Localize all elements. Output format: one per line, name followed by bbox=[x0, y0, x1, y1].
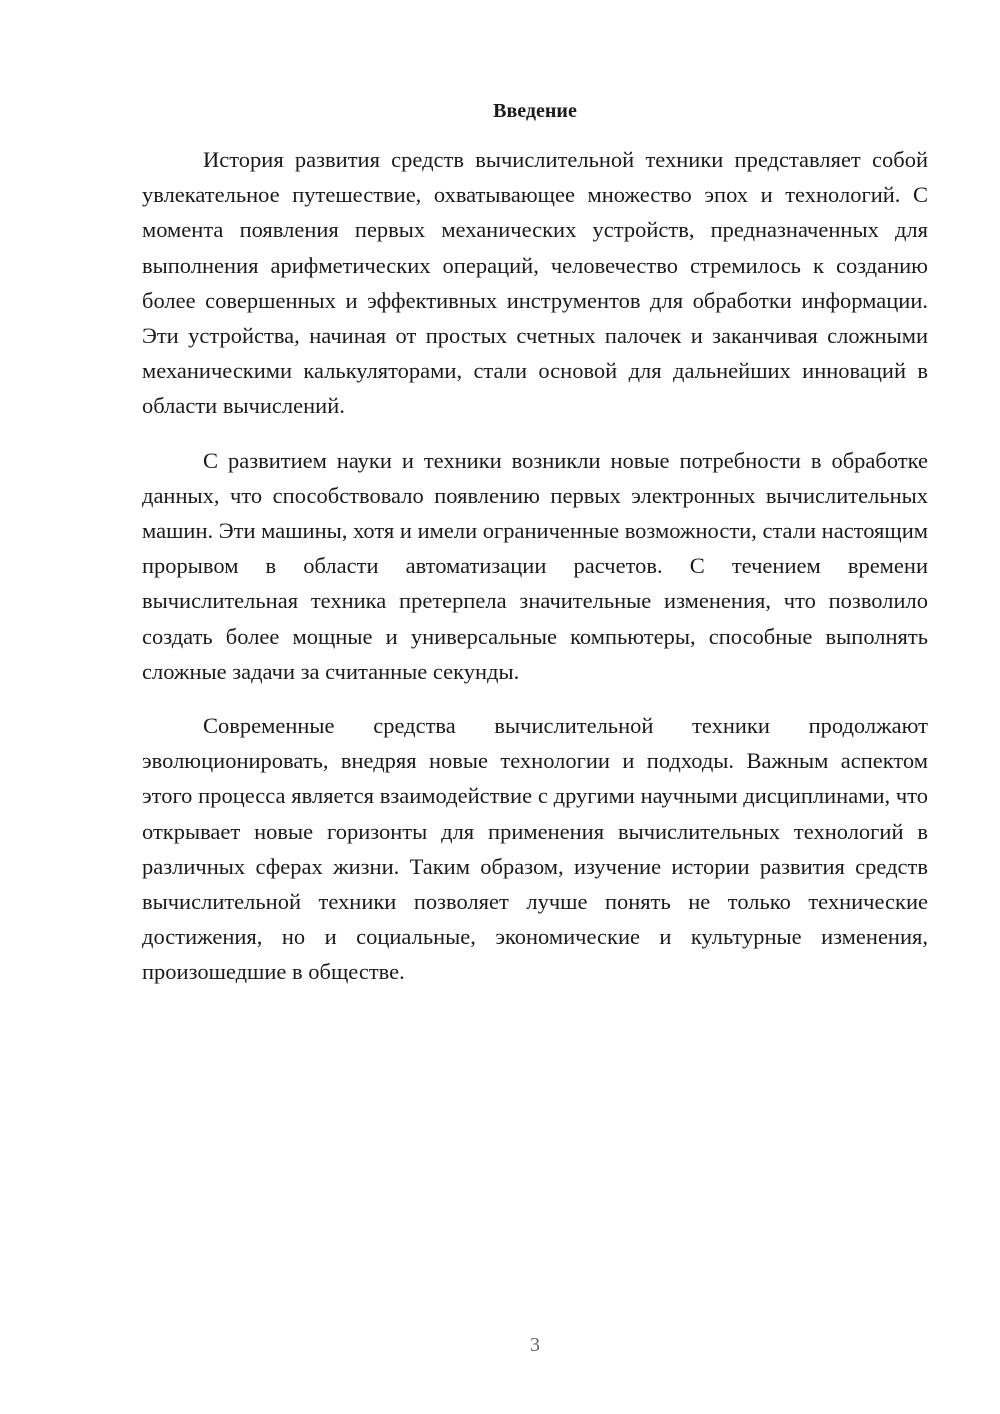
page-number: 3 bbox=[530, 1334, 540, 1356]
paragraph-3: Современные средства вычислительной техники продолжают эволюционировать, внедряя новые технологии и подходы. Важным аспектом этого процесса является взаимодействие с другими научными дисциплинами, что открывает новые горизонты для применения вычислительных технологий в различных сферах жизни. Таким образом, изучение истории развития средств вычислительной техники позволяет лучше понять не только технические достижения, но и социальные, экономические и культурные изменения, произошедшие в обществе. bbox=[142, 713, 928, 985]
body-text bbox=[142, 142, 928, 1009]
paragraph-2: С развитием науки и техники возникли новые потребности в обработке данных, что способствовало появлению первых электронных вычислительных машин. Эти машины, хотя и имели ограниченные возможности, стали настоящим прорывом в области автоматизации расчетов. С течением времени вычислительная техника претерпела значительные изменения, что позволило создать более мощные и универсальные компьютеры, способные выполнять сложные задачи за считанные секунды. bbox=[142, 447, 928, 684]
section-title: Введение bbox=[493, 100, 577, 122]
paragraph-1: История развития средств вычислительной техники представляет собой увлекательное путешествие, охватывающее множество эпох и технологий. С момента появления первых механических устройств, предназначенных для выполнения арифметических операций, человечество стремилось к созданию более совершенных и эффективных инструментов для обработки информации. Эти устройства, начиная от простых счетных палочек и заканчивая сложными механическими калькуляторами, стали основой для дальнейших инноваций в области вычислений. bbox=[142, 147, 928, 419]
